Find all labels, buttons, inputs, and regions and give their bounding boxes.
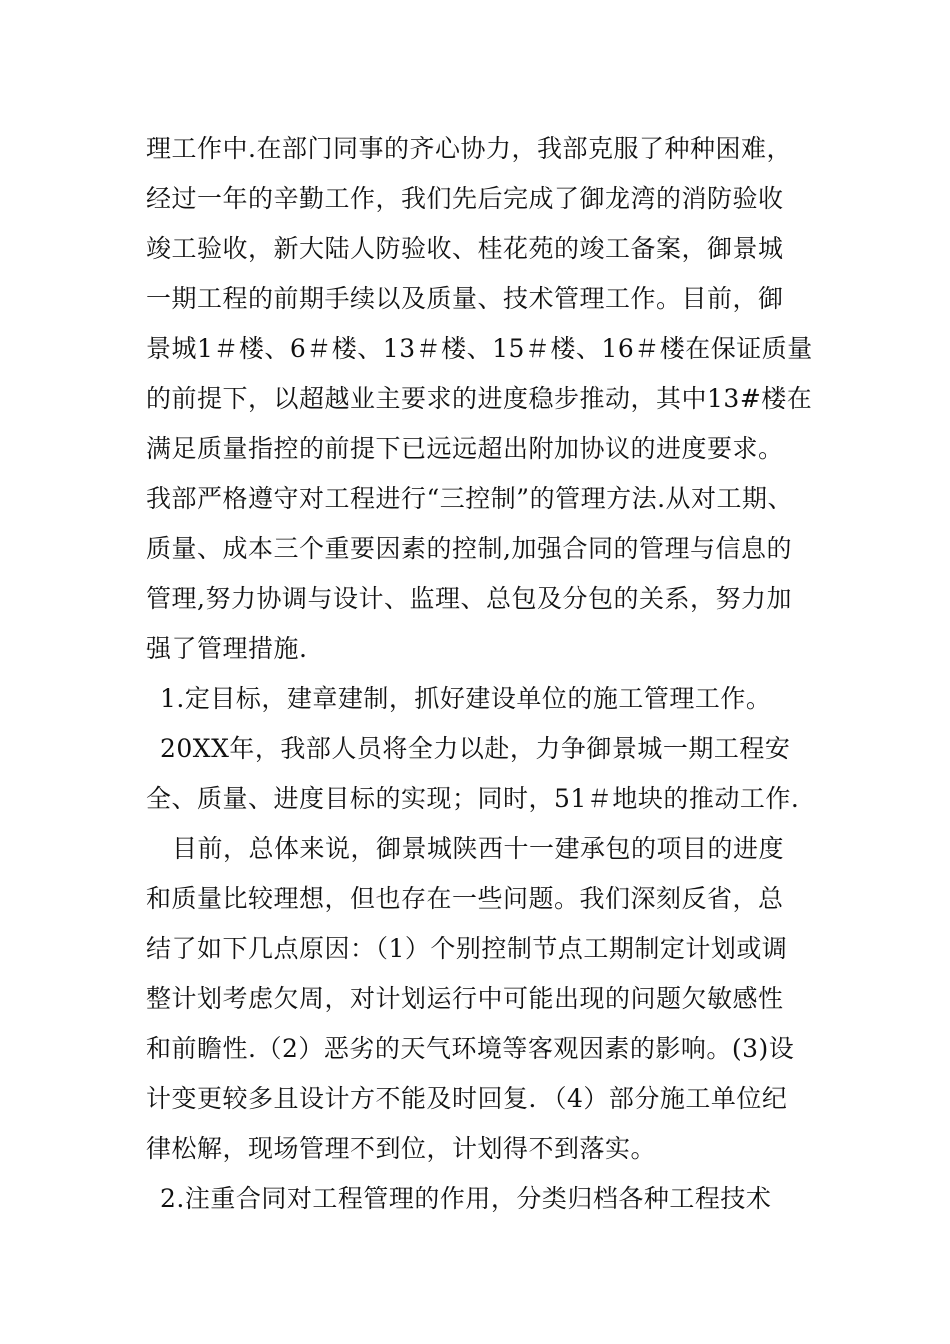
text-line: 强了管理措施. <box>146 634 308 663</box>
text-line: 管理,努力协调与设计、监理、总包及分包的关系，努力加 <box>146 584 792 613</box>
text-line: 律松解，现场管理不到位，计划得不到落实。 <box>146 1134 657 1163</box>
section-heading-2: 2.注重合同对工程管理的作用，分类归档各种工程技术 <box>160 1184 772 1213</box>
text-line: 理工作中.在部门同事的齐心协力，我部克服了种种困难， <box>146 134 792 163</box>
section-heading-1: 1.定目标，建章建制，抓好建设单位的施工管理工作。 <box>160 684 772 713</box>
text-line: 经过一年的辛勤工作，我们先后完成了御龙湾的消防验收 <box>146 184 784 213</box>
text-line: 全、质量、进度目标的实现；同时，51＃地块的推动工作. <box>146 784 800 813</box>
text-line: 计变更较多且设计方不能及时回复．（4）部分施工单位纪 <box>146 1084 788 1113</box>
text-line: 结了如下几点原因：（1）个别控制节点工期制定计划或调 <box>146 934 788 963</box>
text-line: 质量、成本三个重要因素的控制,加强合同的管理与信息的 <box>146 534 792 563</box>
text-line: 的前提下，以超越业主要求的进度稳步推动，其中13#楼在 <box>146 384 813 413</box>
text-line: 和前瞻性.（2）恶劣的天气环境等客观因素的影响。(3)设 <box>146 1034 795 1063</box>
text-line: 一期工程的前期手续以及质量、技术管理工作。目前，御 <box>146 284 784 313</box>
text-line: 整计划考虑欠周，对计划运行中可能出现的问题欠敏感性 <box>146 984 784 1013</box>
text-line: 竣工验收，新大陆人防验收、桂花苑的竣工备案，御景城 <box>146 234 784 263</box>
text-line: 我部严格遵守对工程进行“三控制”的管理方法.从对工期、 <box>146 484 794 513</box>
text-line: 满足质量指控的前提下已远远超出附加协议的进度要求。 <box>146 434 784 463</box>
text-line: 20XX年，我部人员将全力以赴，力争御景城一期工程安 <box>160 734 791 763</box>
text-line: 景城1＃楼、6＃楼、13＃楼、15＃楼、16＃楼在保证质量 <box>146 334 813 363</box>
text-line: 目前，总体来说，御景城陕西十一建承包的项目的进度 <box>172 834 785 863</box>
text-line: 和质量比较理想，但也存在一些问题。我们深刻反省，总 <box>146 884 784 913</box>
